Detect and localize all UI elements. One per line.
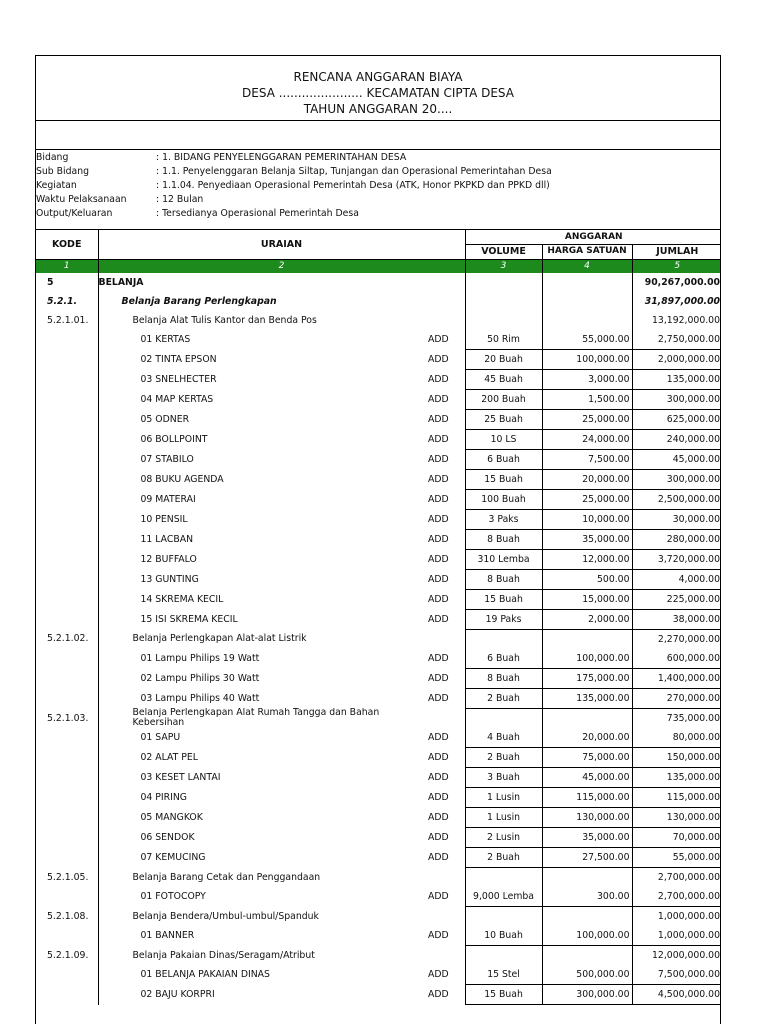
item-row (36, 330, 721, 350)
row-harga-satuan: 24,000.00 (542, 429, 632, 449)
row-harga-satuan: 20,000.00 (542, 469, 632, 489)
row-kode (36, 688, 98, 708)
row-harga-satuan (542, 292, 632, 311)
header-uraian: URAIAN (98, 230, 465, 259)
row-volume: 4 Buah (465, 728, 542, 748)
doc-year-line: TAHUN ANGGARAN 20.... (303, 102, 453, 116)
row-jumlah: 2,700,000.00 (632, 887, 721, 907)
row-kode (36, 668, 98, 688)
item-row (36, 549, 721, 569)
header-volume: VOLUME (465, 244, 542, 259)
row-uraian: 02 Lampu Philips 30 Watt (140, 672, 260, 684)
category-row (36, 292, 721, 311)
col-number: 1 (36, 259, 98, 273)
info-value: : 12 Bulan (156, 194, 204, 205)
row-jumlah: 130,000.00 (632, 808, 721, 828)
row-kode (36, 808, 98, 828)
row-kode (36, 926, 98, 946)
row-uraian: 14 SKREMA KECIL (140, 593, 224, 605)
row-volume (465, 273, 542, 292)
item-row (36, 748, 721, 768)
row-source (428, 946, 465, 966)
row-kode: 5.2.1.09. (36, 946, 98, 966)
row-uraian: 07 KEMUCING (140, 852, 206, 863)
row-jumlah: 4,000.00 (632, 569, 721, 589)
row-volume (465, 708, 542, 728)
row-jumlah: 135,000.00 (632, 768, 721, 788)
row-uraian: 08 BUKU AGENDA (140, 473, 224, 485)
row-source (428, 292, 465, 311)
row-source: ADD (428, 529, 465, 549)
row-volume: 45 Buah (465, 369, 542, 389)
row-uraian: 02 BAJU KORPRI (140, 989, 215, 1000)
header-harga-satuan: HARGA SATUAN (542, 244, 632, 259)
item-row (36, 808, 721, 828)
row-uraian: 13 GUNTING (140, 573, 199, 585)
row-kode (36, 509, 98, 529)
category-row (36, 311, 721, 330)
rab-document (35, 55, 721, 1024)
info-value: : 1.1. Penyelenggaran Belanja Siltap, Tunjangan dan Operasional Pemerintahan Desa (156, 166, 552, 177)
row-kode (36, 389, 98, 409)
row-volume: 50 Rim (465, 330, 542, 350)
item-row (36, 828, 721, 848)
row-uraian: Belanja Pakaian Dinas/Seragam/Atribut (132, 949, 315, 961)
row-harga-satuan: 100,000.00 (542, 649, 632, 669)
row-uraian: Belanja Barang Perlengkapan (121, 295, 277, 307)
item-row (36, 449, 721, 469)
row-kode (36, 589, 98, 609)
row-harga-satuan: 25,000.00 (542, 409, 632, 429)
item-row (36, 409, 721, 429)
row-volume: 8 Buah (465, 569, 542, 589)
row-uraian: 02 TINTA EPSON (140, 353, 217, 365)
row-jumlah: 280,000.00 (632, 529, 721, 549)
row-harga-satuan: 10,000.00 (542, 509, 632, 529)
budget-table (36, 230, 721, 1005)
header-kode: KODE (36, 230, 98, 259)
header-jumlah: JUMLAH (632, 244, 721, 259)
row-jumlah: 30,000.00 (632, 509, 721, 529)
row-jumlah: 150,000.00 (632, 748, 721, 768)
row-harga-satuan: 25,000.00 (542, 489, 632, 509)
row-kode (36, 768, 98, 788)
row-jumlah: 625,000.00 (632, 409, 721, 429)
row-uraian: 01 KERTAS (140, 333, 191, 345)
row-harga-satuan (542, 629, 632, 649)
row-uraian: 04 PIRING (140, 792, 187, 803)
row-uraian: 03 SNELHECTER (140, 373, 217, 385)
info-label: Output/Keluaran (36, 208, 113, 219)
info-label: Waktu Pelaksanaan (36, 194, 127, 205)
row-volume: 15 Buah (465, 985, 542, 1005)
row-source: ADD (428, 985, 465, 1005)
row-uraian: 06 SENDOK (140, 832, 195, 843)
row-volume: 3 Paks (465, 509, 542, 529)
col-number: 4 (542, 259, 632, 273)
row-source: ADD (428, 609, 465, 629)
row-jumlah: 4,500,000.00 (632, 985, 721, 1005)
row-harga-satuan (542, 868, 632, 888)
row-volume: 20 Buah (465, 349, 542, 369)
row-volume: 6 Buah (465, 649, 542, 669)
row-uraian: 12 BUFFALO (140, 553, 197, 565)
row-kode (36, 609, 98, 629)
row-kode: 5.2.1.01. (36, 311, 98, 330)
item-row (36, 509, 721, 529)
item-row (36, 469, 721, 489)
row-harga-satuan: 35,000.00 (542, 529, 632, 549)
category-row (36, 946, 721, 966)
item-row (36, 489, 721, 509)
row-source: ADD (428, 887, 465, 907)
row-jumlah: 300,000.00 (632, 389, 721, 409)
row-source: ADD (428, 649, 465, 669)
row-source (428, 708, 465, 728)
row-jumlah: 80,000.00 (632, 728, 721, 748)
row-kode: 5.2.1.03. (36, 708, 98, 728)
row-kode: 5.2.1.02. (36, 629, 98, 649)
row-jumlah: 2,750,000.00 (632, 330, 721, 350)
item-row (36, 609, 721, 629)
row-volume: 6 Buah (465, 449, 542, 469)
row-source: ADD (428, 409, 465, 429)
row-uraian: 03 KESET LANTAI (140, 772, 221, 783)
row-volume: 19 Paks (465, 609, 542, 629)
doc-title: RENCANA ANGGARAN BIAYA (293, 70, 463, 84)
row-uraian: 10 PENSIL (140, 513, 188, 525)
item-row (36, 887, 721, 907)
row-jumlah: 240,000.00 (632, 429, 721, 449)
col-number: 3 (465, 259, 542, 273)
item-row (36, 668, 721, 688)
row-jumlah: 31,897,000.00 (644, 295, 721, 307)
info-label: Kegiatan (36, 180, 77, 191)
row-volume (465, 868, 542, 888)
row-source: ADD (428, 668, 465, 688)
row-volume: 15 Buah (465, 589, 542, 609)
row-jumlah: 13,192,000.00 (652, 314, 721, 326)
budget-table-body (36, 273, 721, 1005)
header-anggaran: ANGGARAN (465, 230, 721, 244)
row-kode (36, 828, 98, 848)
row-kode (36, 788, 98, 808)
row-source (428, 868, 465, 888)
row-kode (36, 549, 98, 569)
info-label: Sub Bidang (36, 166, 90, 177)
row-kode: 5.2.1. (36, 292, 98, 311)
row-harga-satuan: 55,000.00 (542, 330, 632, 350)
row-kode (36, 965, 98, 985)
row-volume: 3 Buah (465, 768, 542, 788)
item-row (36, 965, 721, 985)
row-volume: 15 Buah (465, 469, 542, 489)
row-jumlah: 3,720,000.00 (632, 549, 721, 569)
row-uraian: 04 MAP KERTAS (140, 393, 214, 405)
row-uraian: 01 Lampu Philips 19 Watt (140, 652, 260, 664)
row-volume: 2 Lusin (465, 828, 542, 848)
row-kode (36, 349, 98, 369)
row-kode (36, 569, 98, 589)
row-source: ADD (428, 808, 465, 828)
info-label: Bidang (36, 152, 69, 163)
row-harga-satuan: 15,000.00 (542, 589, 632, 609)
row-harga-satuan: 130,000.00 (542, 808, 632, 828)
row-harga-satuan: 2,000.00 (542, 609, 632, 629)
row-harga-satuan: 45,000.00 (542, 768, 632, 788)
row-jumlah: 300,000.00 (632, 469, 721, 489)
item-row (36, 589, 721, 609)
info-value: : 1.1.04. Penyediaan Operasional Pemerintah Desa (ATK, Honor PKPKD dan PPKD dll) (156, 180, 550, 191)
row-volume (465, 907, 542, 927)
item-row (36, 985, 721, 1005)
row-harga-satuan: 300,000.00 (542, 985, 632, 1005)
info-value: : Tersedianya Operasional Pemerintah Desa (156, 208, 359, 219)
row-kode: 5 (36, 273, 98, 292)
row-harga-satuan (542, 946, 632, 966)
row-uraian: 11 LACBAN (140, 533, 194, 545)
row-volume: 1 Lusin (465, 788, 542, 808)
item-row (36, 768, 721, 788)
row-volume: 2 Buah (465, 688, 542, 708)
row-kode (36, 529, 98, 549)
row-volume: 10 LS (465, 429, 542, 449)
row-jumlah: 2,500,000.00 (632, 489, 721, 509)
row-kode (36, 330, 98, 350)
row-uraian: 01 BELANJA PAKAIAN DINAS (140, 969, 270, 981)
row-source (428, 273, 465, 292)
row-uraian: Belanja Perlengkapan Alat-alat Listrik (132, 633, 307, 645)
row-uraian: 15 ISI SKREMA KECIL (140, 613, 238, 625)
row-kode (36, 748, 98, 768)
row-source (428, 907, 465, 927)
row-uraian: 05 ODNER (140, 413, 190, 425)
row-volume: 10 Buah (465, 926, 542, 946)
row-jumlah: 7,500,000.00 (632, 965, 721, 985)
item-row (36, 848, 721, 868)
row-jumlah: 38,000.00 (632, 609, 721, 629)
row-kode (36, 649, 98, 669)
row-source: ADD (428, 926, 465, 946)
row-harga-satuan: 500.00 (542, 569, 632, 589)
category-row (36, 868, 721, 888)
category-row (36, 273, 721, 292)
info-row (36, 165, 720, 179)
row-jumlah: 1,400,000.00 (632, 668, 721, 688)
row-harga-satuan: 1,500.00 (542, 389, 632, 409)
row-uraian: Belanja Perlengkapan Alat Rumah Tangga dan Bahan Kebersihan (132, 708, 380, 728)
row-uraian: 03 Lampu Philips 40 Watt (140, 692, 260, 704)
title-block (36, 56, 720, 121)
row-harga-satuan: 115,000.00 (542, 788, 632, 808)
row-harga-satuan (542, 708, 632, 728)
row-volume: 200 Buah (465, 389, 542, 409)
row-volume: 8 Buah (465, 529, 542, 549)
row-volume: 100 Buah (465, 489, 542, 509)
row-volume: 15 Stel (465, 965, 542, 985)
row-uraian: Belanja Barang Cetak dan Penggandaan (132, 871, 321, 883)
category-row (36, 708, 721, 728)
row-volume: 2 Buah (465, 748, 542, 768)
spacer-row (36, 121, 720, 150)
doc-desa-line: DESA ...................... KECAMATAN CIPTA DESA (242, 86, 514, 100)
row-volume: 310 Lemba (465, 549, 542, 569)
row-source: ADD (428, 449, 465, 469)
row-kode (36, 429, 98, 449)
row-source: ADD (428, 965, 465, 985)
row-source: ADD (428, 330, 465, 350)
row-volume: 1 Lusin (465, 808, 542, 828)
row-uraian: Belanja Alat Tulis Kantor dan Benda Pos (132, 314, 317, 326)
item-row (36, 389, 721, 409)
row-harga-satuan: 3,000.00 (542, 369, 632, 389)
row-harga-satuan: 27,500.00 (542, 848, 632, 868)
row-kode (36, 887, 98, 907)
row-volume (465, 629, 542, 649)
col-number: 5 (632, 259, 721, 273)
row-harga-satuan: 35,000.00 (542, 828, 632, 848)
row-source: ADD (428, 569, 465, 589)
row-kode: 5.2.1.08. (36, 907, 98, 927)
row-jumlah: 600,000.00 (632, 649, 721, 669)
row-jumlah: 70,000.00 (632, 828, 721, 848)
row-volume: 2 Buah (465, 848, 542, 868)
row-source: ADD (428, 728, 465, 748)
row-harga-satuan: 7,500.00 (542, 449, 632, 469)
row-source: ADD (428, 848, 465, 868)
row-harga-satuan (542, 311, 632, 330)
item-row (36, 529, 721, 549)
row-harga-satuan: 75,000.00 (542, 748, 632, 768)
row-harga-satuan: 175,000.00 (542, 668, 632, 688)
row-jumlah: 12,000,000.00 (652, 950, 721, 961)
row-source: ADD (428, 828, 465, 848)
item-row (36, 349, 721, 369)
row-uraian: 02 ALAT PEL (140, 752, 198, 763)
row-uraian: 05 MANGKOK (140, 812, 203, 823)
row-kode (36, 369, 98, 389)
info-row (36, 179, 720, 193)
row-uraian: 01 BANNER (140, 930, 195, 942)
info-row (36, 151, 720, 165)
row-kode: 5.2.1.05. (36, 868, 98, 888)
row-jumlah: 2,000,000.00 (632, 349, 721, 369)
row-jumlah: 115,000.00 (632, 788, 721, 808)
row-uraian: 01 SAPU (140, 732, 181, 744)
item-row (36, 688, 721, 708)
item-row (36, 429, 721, 449)
row-source: ADD (428, 349, 465, 369)
row-kode (36, 489, 98, 509)
col-number: 2 (98, 259, 465, 273)
item-row (36, 369, 721, 389)
row-jumlah: 135,000.00 (632, 369, 721, 389)
info-value: : 1. BIDANG PENYELENGGARAN PEMERINTAHAN DESA (156, 152, 407, 163)
row-source (428, 629, 465, 649)
row-volume (465, 292, 542, 311)
row-uraian: 06 BOLLPOINT (140, 433, 208, 445)
row-source: ADD (428, 469, 465, 489)
row-uraian: 09 MATERAI (140, 493, 196, 505)
row-source (428, 311, 465, 330)
row-jumlah: 45,000.00 (632, 449, 721, 469)
row-jumlah: 225,000.00 (632, 589, 721, 609)
row-harga-satuan (542, 907, 632, 927)
row-jumlah: 2,700,000.00 (657, 872, 721, 883)
row-jumlah: 1,000,000.00 (657, 911, 721, 922)
row-source: ADD (428, 748, 465, 768)
row-source: ADD (428, 768, 465, 788)
row-kode (36, 728, 98, 748)
row-jumlah: 735,000.00 (666, 712, 721, 724)
row-harga-satuan: 20,000.00 (542, 728, 632, 748)
category-row (36, 907, 721, 927)
item-row (36, 926, 721, 946)
row-jumlah: 90,267,000.00 (644, 276, 721, 288)
row-harga-satuan: 100,000.00 (542, 349, 632, 369)
item-row (36, 569, 721, 589)
row-uraian: Belanja Bendera/Umbul-umbul/Spanduk (132, 910, 319, 922)
row-source: ADD (428, 688, 465, 708)
row-harga-satuan: 500,000.00 (542, 965, 632, 985)
row-kode (36, 449, 98, 469)
row-uraian: BELANJA (98, 276, 144, 288)
item-row (36, 649, 721, 669)
row-jumlah: 2,270,000.00 (657, 633, 721, 645)
row-jumlah: 55,000.00 (632, 848, 721, 868)
row-source: ADD (428, 429, 465, 449)
row-source: ADD (428, 589, 465, 609)
category-row (36, 629, 721, 649)
info-row (36, 193, 720, 207)
row-harga-satuan: 135,000.00 (542, 688, 632, 708)
row-jumlah: 270,000.00 (632, 688, 721, 708)
row-harga-satuan: 12,000.00 (542, 549, 632, 569)
row-uraian: 01 FOTOCOPY (140, 891, 206, 903)
row-source: ADD (428, 369, 465, 389)
row-source: ADD (428, 509, 465, 529)
row-volume (465, 311, 542, 330)
info-block (36, 150, 720, 230)
row-harga-satuan: 300.00 (542, 887, 632, 907)
row-uraian: 07 STABILO (140, 453, 194, 465)
row-volume: 8 Buah (465, 668, 542, 688)
row-harga-satuan (542, 273, 632, 292)
row-volume (465, 946, 542, 966)
row-kode (36, 469, 98, 489)
info-row (36, 207, 720, 221)
row-kode (36, 409, 98, 429)
row-source: ADD (428, 549, 465, 569)
row-source: ADD (428, 389, 465, 409)
row-volume: 25 Buah (465, 409, 542, 429)
row-volume: 9,000 Lemba (465, 887, 542, 907)
item-row (36, 788, 721, 808)
row-source: ADD (428, 489, 465, 509)
row-kode (36, 848, 98, 868)
row-kode (36, 985, 98, 1005)
row-jumlah: 1,000,000.00 (632, 926, 721, 946)
row-source: ADD (428, 788, 465, 808)
item-row (36, 728, 721, 748)
row-harga-satuan: 100,000.00 (542, 926, 632, 946)
